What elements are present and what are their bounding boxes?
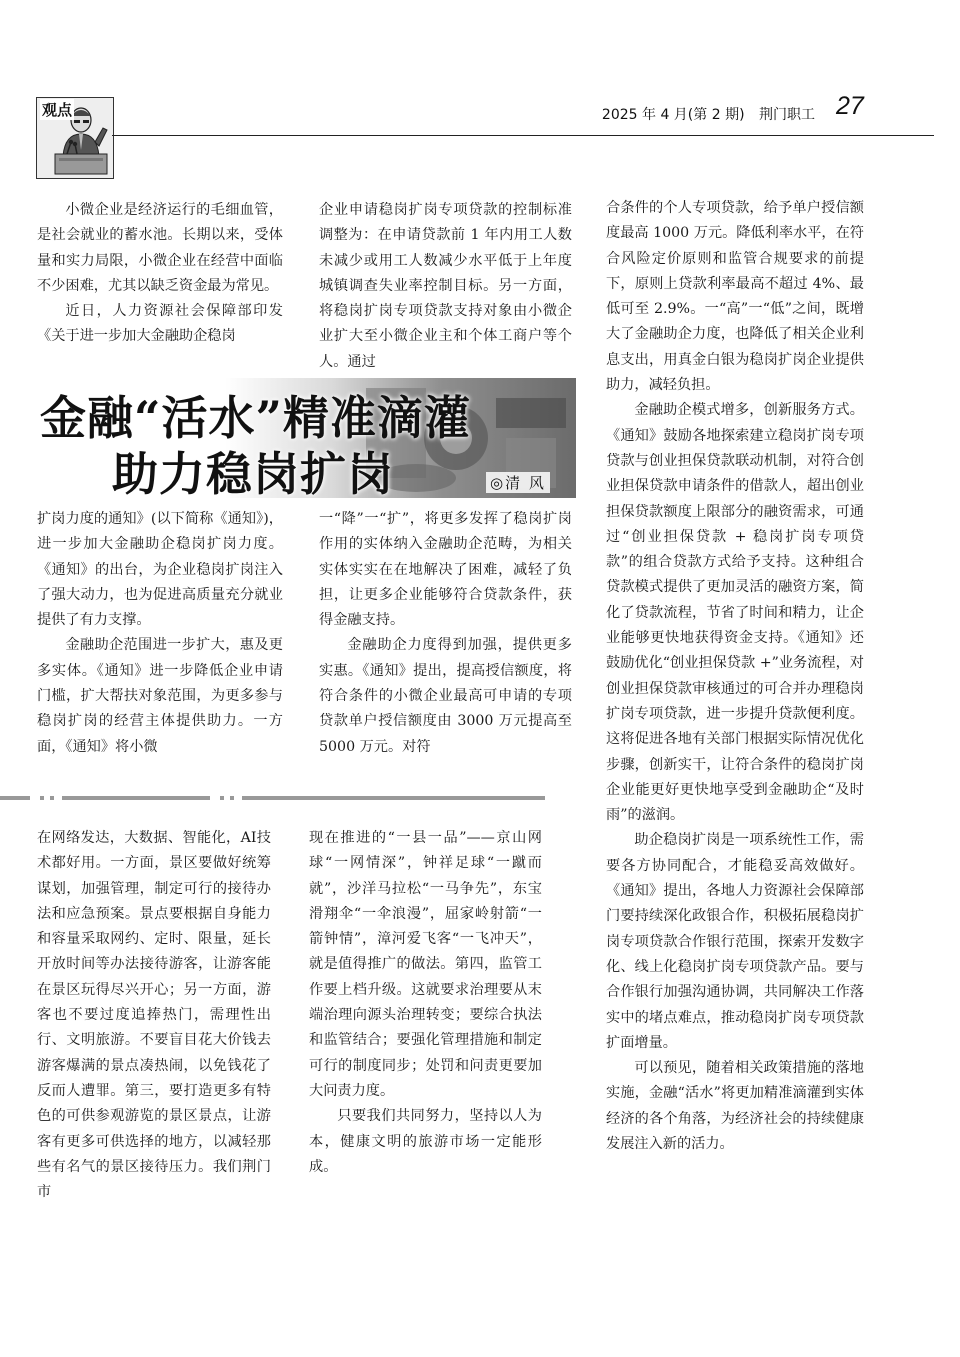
paragraph: 扩岗力度的通知》(以下简称《通知》)，进一步加大金融助企稳岗扩岗力度。《通知》的出台，为企业稳岗扩岗注入了强大动力，也为促进高质量充分就业提供了有力支撑。 xyxy=(37,511,283,629)
article-col2-bottom xyxy=(319,507,572,760)
article-col2-top xyxy=(319,198,572,375)
issue-date: 2025 年 4 月(第 2 期) xyxy=(601,107,745,123)
paragraph: 合条件的个人专项贷款，给予单户授信额度最高 1000 万元。降低利率水平，在符合风险定价原则和监管合规要求的前提下，原则上贷款利率最高不超过 4%、最低可至 2.9%。一“高”一“低”之间，既增大了金融助企力度，也降低了相关企业利息支出，用真金白银为稳岗扩岗企业提供助力，减轻负担。 xyxy=(606,200,864,394)
title-line-2: 助力稳岗扩岗 xyxy=(112,447,394,501)
paragraph: 可以预见，随着相关政策措施的落地实施，金融“活水”将更加精准滴灌到实体经济的各个角落，为经济社会的持续健康发展注入新的活力。 xyxy=(606,1060,864,1152)
continued-col2 xyxy=(309,826,542,1180)
paragraph: 一“降”一“扩”，将更多发挥了稳岗扩岗作用的实体纳入金融助企范畴，为相关实体实实在在地解决了困难，减轻了负担，让更多企业能够符合贷款条件，获得金融支持。 xyxy=(319,511,572,629)
section-logo xyxy=(36,97,114,179)
article-col3 xyxy=(606,196,864,1157)
continued-col1 xyxy=(37,826,271,1205)
paragraph: 小微企业是经济运行的毛细血管，是社会就业的蓄水池。长期以来，受体量和实力局限，小微企业在经营中面临不少困难，尤其以缺乏资金最为常见。 xyxy=(37,202,283,294)
section-label: 观点 xyxy=(42,101,73,119)
paragraph: 企业申请稳岗扩岗专项贷款的控制标准调整为：在申请贷款前 1 年内用工人数未减少或用工人数减少水平低于上年度城镇调查失业率控制目标。另一方面，将稳岗扩岗专项贷款支持对象由小微企业扩大至小微企业主和个体工商户等个人。通过 xyxy=(319,202,572,370)
paragraph: 金融助企范围进一步扩大，惠及更多实体。《通知》进一步降低企业申请门槛，扩大帮扶对象范围，为更多参与稳岗扩岗的经营主体提供助力。一方面，《通知》将小微 xyxy=(37,637,283,755)
paragraph: 金融助企力度得到加强，提供更多实惠。《通知》提出，提高授信额度，将符合条件的小微企业最高可申请的专项贷款单户授信额度由 3000 万元提高至 5000 万元。对符 xyxy=(319,637,572,755)
byline: ◎清 风 xyxy=(486,472,550,493)
paragraph: 金融助企模式增多，创新服务方式。《通知》鼓励各地探索建立稳岗扩岗专项贷款与创业担保贷款联动机制，对符合创业担保贷款申请条件的借款人，超出创业担保贷款额度上限部分的融资需求，可通过“创业担保贷款 + 稳岗扩岗专项贷款”的组合贷款方式给予支持。这种组合贷款模式提供了更加灵活的融资方案，简化了贷款流程，节省了时间和精力，让企业能够更快地获得资金支持。《通知》还鼓励优化“创业担保贷款 +”业务流程，对创业担保贷款审核通过的可合并办理稳岗扩岗专项贷款，进一步提升贷款便利度。这将促进各地有关部门根据实际情况优化步骤，创新实干，让符合条件的稳岗扩岗企业能更好更快地享受到金融助企“及时雨”的滋润。 xyxy=(606,402,864,824)
page-number: 27 xyxy=(836,92,864,120)
article-col1-top xyxy=(37,198,283,350)
paragraph: 助企稳岗扩岗是一项系统性工作，需要各方协同配合，才能稳妥高效做好。《通知》提出，各地人力资源社会保障部门要持续深化政银合作，积极拓展稳岗扩岗专项贷款合作银行范围，探索开发数字化、线上化稳岗扩岗专项贷款产品。要与合作银行加强沟通协调，共同解决工作落实中的堵点难点，推动稳岗扩岗专项贷款扩面增量。 xyxy=(606,832,864,1051)
article-col1-bottom xyxy=(37,507,283,760)
section-divider xyxy=(0,794,545,802)
article-title xyxy=(40,390,471,502)
paragraph: 现在推进的“一县一品”——京山网球“一网情深”，钟祥足球“一蹴而就”，沙洋马拉松“一马争先”，东宝滑翔伞“一伞浪漫”，屈家岭射箭“一箭钟情”，漳河爱飞客“一飞冲天”，就是值得推广的做法。第四，监管工作要上档升级。这就要求治理要从末端治理向源头治理转变；要综合执法和监管结合；要强化管理措施和制定可行的制度同步；处罚和问责更要加大问责力度。 xyxy=(309,830,542,1099)
paragraph: 只要我们共同努力，坚持以人为本，健康文明的旅游市场一定能形成。 xyxy=(309,1108,542,1175)
paragraph: 在网络发达，大数据、智能化，AI技术都好用。一方面，景区要做好统筹谋划，加强管理，制定可行的接待办法和应急预案。景点要根据自身能力和容量采取网约、定时、限量，延长开放时间等办法接待游客，让游客能在景区玩得尽兴开心；另一方面，游客也不要过度追捧热门，需理性出行、文明旅游。不要盲目花大价钱去游客爆满的景点凑热闹，以免钱花了反而人遭罪。第三，要打造更多有特色的可供参观游览的景区景点，让游客有更多可供选择的地方，以减轻那些有名气的景区接待压力。我们荆门市 xyxy=(37,830,271,1201)
header-info xyxy=(592,104,815,124)
header-rule xyxy=(112,135,934,136)
paragraph: 近日，人力资源社会保障部印发《关于进一步加大金融助企稳岗 xyxy=(37,303,283,345)
publication-name: 荆门职工 xyxy=(759,107,815,123)
title-line-1: 金融“活水”精准滴灌 xyxy=(40,391,471,445)
